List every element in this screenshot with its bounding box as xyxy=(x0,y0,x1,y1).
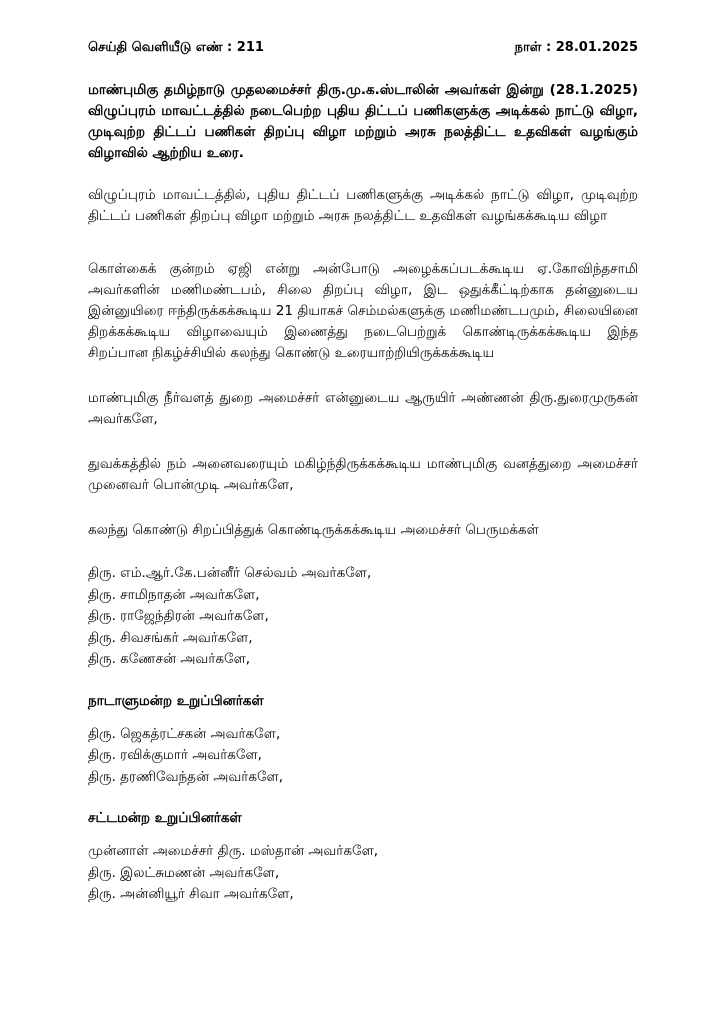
mp-section-title: நாடாளுமன்ற உறுப்பினர்கள் xyxy=(88,692,264,709)
list-item: திரு. ஜெகத்ரட்சகன் அவர்களே, xyxy=(88,725,281,742)
release-number: செய்தி வெளியீடு எண் : 211 xyxy=(88,40,264,55)
list-item: திரு. தரணிவேந்தன் அவர்களே, xyxy=(88,768,284,785)
list-item: திரு. கணேசன் அவர்களே, xyxy=(88,651,251,667)
list-item: திரு. எம்.ஆர்.கே.பன்னீர் செல்வம் அவர்களே, xyxy=(88,565,372,581)
paragraph-forest-minister: துவக்கத்தில் நம் அனைவரையும் மகிழ்ந்திருக்கக்கூடிய மாண்புமிகு வனத்துறை அமைச்சர் முனைவர் பொன்முடி அவர்களே, xyxy=(88,456,638,493)
list-item: திரு. சாமிநாதன் அவர்களே, xyxy=(88,586,260,603)
paragraph-ministers-intro: கலந்து கொண்டு சிறப்பித்துக் கொண்டிருக்கக்கூடிய அமைச்சர் பெருமக்கள் xyxy=(88,522,539,538)
document-header xyxy=(88,40,638,60)
list-item: முன்னாள் அமைச்சர் திரு. மஸ்தான் அவர்களே, xyxy=(88,843,379,859)
mla-section-title: சட்டமன்ற உறுப்பினர்கள் xyxy=(88,810,242,826)
paragraph-memorial: கொள்கைக் குன்றம் ஏஜி என்று அன்போடு அழைக்கப்படக்கூடிய ஏ.கோவிந்தசாமி அவர்களின் மணிமண்டபம், சிலை திறப்பு விழா, இட ஒதுக்கீட்டிற்காக தன்னுடைய இன்னுயிரை ஈந்திருக்கக்கூடிய 21 தியாகச் செம்மல்களுக்கு மணிமண்டபமும், சிலையினை திறக்கக்கூடிய விழாவையும் இணைத்து நடைபெற்றுக் கொண்டிருக்கக்கூடிய இந்த சிறப்பான நிகழ்ச்சியில் கலந்து கொண்டு உரையாற்றியிருக்கக்கூடிய xyxy=(88,261,638,361)
press-release-page xyxy=(88,40,638,926)
list-item: திரு. அன்னியூர் சிவா அவர்களே, xyxy=(88,886,294,902)
list-item: திரு. ரவிக்குமார் அவர்களே, xyxy=(88,747,262,763)
list-item: திரு. ராஜேந்திரன் அவர்களே, xyxy=(88,608,269,624)
list-item: திரு. இலட்சுமணன் அவர்களே, xyxy=(88,864,280,881)
headline: மாண்புமிகு தமிழ்நாடு முதலமைச்சர் திரு.மு.க.ஸ்டாலின் அவர்கள் இன்று (28.1.2025) விழுப்புரம் மாவட்டத்தில் நடைபெற்ற புதிய திட்டப் பணிகளுக்கு அடிக்கல் நாட்டு விழா, முடிவுற்ற திட்டப் பணிகள் திறப்பு விழா மற்றும் அரசு நலத்திட்ட உதவிகள் வழங்கும் விழாவில் ஆற்றிய உரை. xyxy=(88,82,638,161)
ministers-list xyxy=(88,563,638,671)
list-item: திரு. சிவசங்கர் அவர்களே, xyxy=(88,629,253,646)
mla-list xyxy=(88,841,638,906)
paragraph-water-minister: மாண்புமிகு நீர்வளத் துறை அமைச்சர் என்னுடைய ஆருயிர் அண்ணன் திரு.துரைமுருகன் அவர்களே, xyxy=(88,390,638,427)
paragraph-event: விழுப்புரம் மாவட்டத்தில், புதிய திட்டப் பணிகளுக்கு அடிக்கல் நாட்டு விழா, முடிவுற்ற திட்டப் பணிகள் திறப்பு விழா மற்றும் அரசு நலத்திட்ட உதவிகள் வழங்கக்கூடிய விழா xyxy=(88,187,638,224)
release-date: நாள் : 28.01.2025 xyxy=(514,40,638,55)
mp-list xyxy=(88,724,638,789)
